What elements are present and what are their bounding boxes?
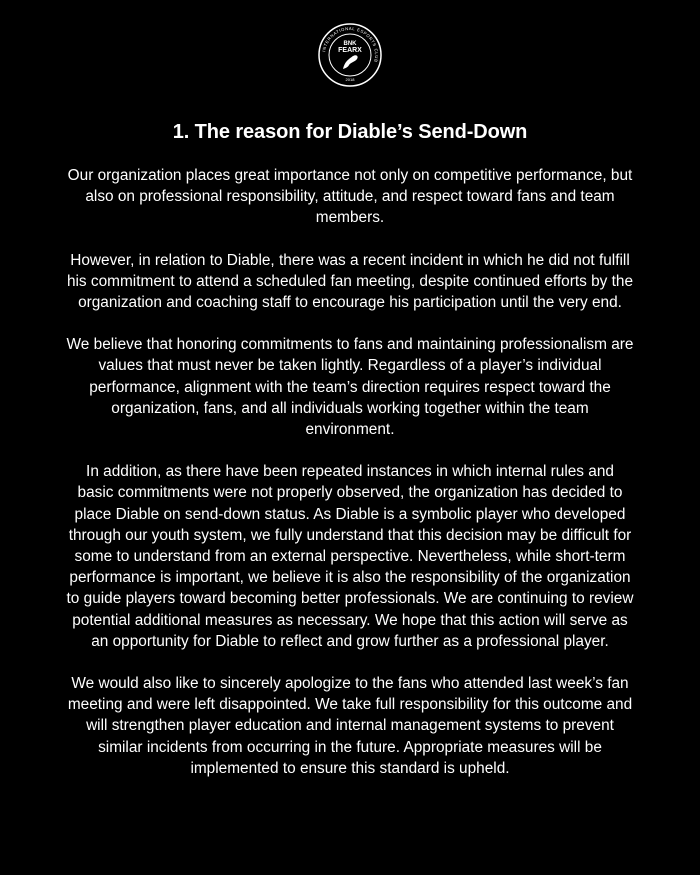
page-title: 1. The reason for Diable’s Send-Down — [172, 121, 528, 143]
paragraph-send-down-decision: In addition, as there have been repeated instances in which internal rules and basic commitments were not properly observed, the organization has decided to place Diable on send-down status. As Diable is a symbolic player who developed through our youth system, we fully understand that this decision may be difficult for some to understand from an external perspective. Nevertheless, while short-term performance is important, we believe it is also the responsibility of the organization to guide players toward becoming better professionals. We are continuing to review potential additional measures as necessary. We hope that this action will serve as an opportunity for Diable to reflect and grow further as a professional player. — [66, 463, 634, 650]
crest-brand-line1: BNK — [343, 41, 357, 47]
crest-year: 2018 — [345, 77, 355, 82]
team-crest-icon — [318, 23, 382, 87]
statement-body — [66, 165, 634, 800]
paragraph-professionalism: We believe that honoring commitments to fans and maintaining professionalism are values that must never be taken lightly. Regardless of a player’s individual performance, alignment with the team’s direction requires respect toward the organization, fans, and all individuals working together within the team environment. — [66, 336, 634, 439]
crest-emblem-icon — [343, 55, 358, 69]
paragraph-incident: However, in relation to Diable, there was a recent incident in which he did not fulfill his commitment to attend a scheduled fan meeting, despite continued efforts by the organization and coaching staff to encourage his participation until the very end. — [66, 251, 634, 312]
paragraph-apology: We would also like to sincerely apologize to the fans who attended last week’s fan meeting and were left disappointed. We take full responsibility for this outcome and will strengthen player education and internal management systems to prevent similar incidents from occurring in the future. Appropriate measures will be implemented to ensure this standard is upheld. — [67, 675, 633, 777]
crest-ring-text: INTERNATIONAL ESPORTS CLUB — [321, 25, 380, 64]
crest-brand-line2: FEARX — [338, 47, 362, 54]
paragraph-commitment-values: Our organization places great importance not only on competitive performance, but also on professional responsibility, attitude, and respect toward fans and team members. — [67, 167, 633, 227]
